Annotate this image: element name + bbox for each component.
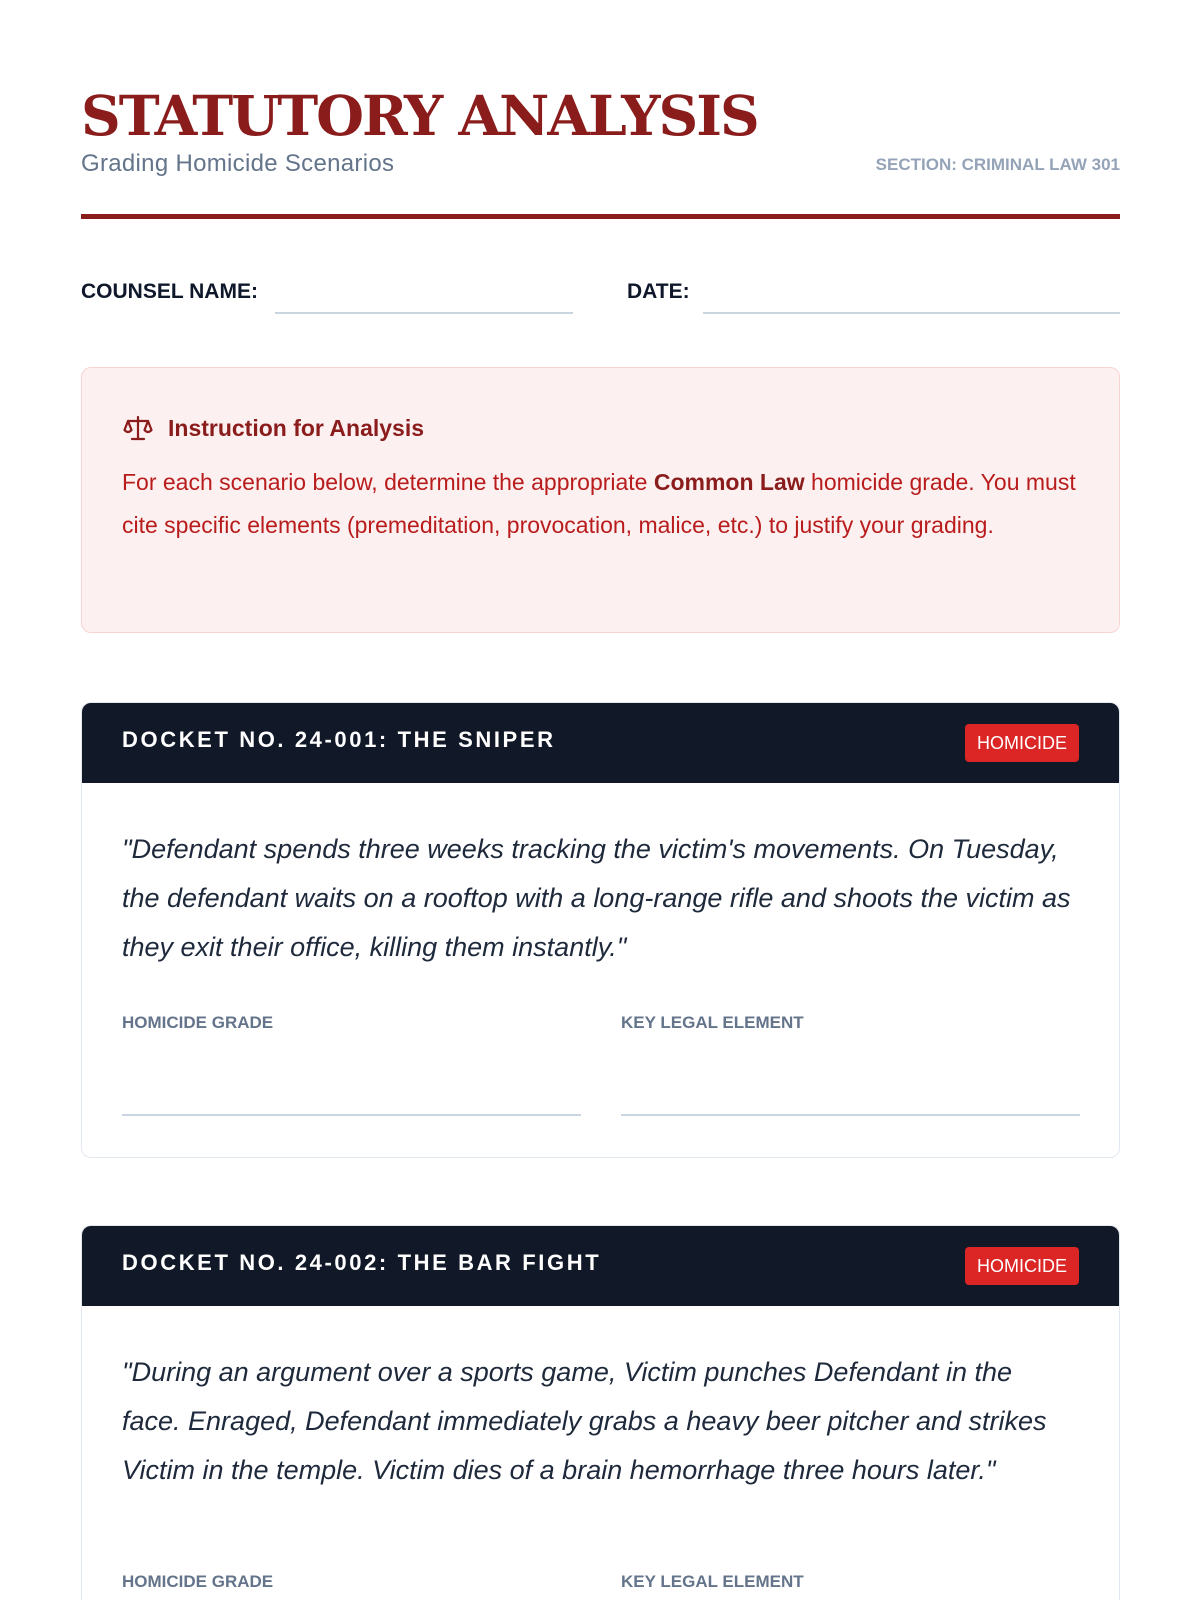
date-label: DATE: [627, 280, 690, 303]
instruction-box [81, 367, 1120, 633]
docket-header [82, 1226, 1119, 1306]
homicide-grade-label: HOMICIDE GRADE [122, 1572, 274, 1591]
worksheet-page [81, 0, 1120, 1591]
instruction-text [122, 461, 1082, 547]
instruction-title: Instruction for Analysis [168, 414, 425, 441]
instruction-header [122, 412, 424, 444]
page-title: STATUTORY ANALYSIS [81, 83, 758, 148]
homicide-grade-input[interactable] [122, 1114, 581, 1116]
docket-title: DOCKET NO. 24-001: THE SNIPER [122, 727, 556, 752]
docket-card-2 [81, 1225, 1120, 1600]
category-badge: HOMICIDE [965, 1247, 1079, 1285]
homicide-grade-label: HOMICIDE GRADE [122, 1013, 274, 1032]
docket-card-1 [81, 702, 1120, 1158]
page-subtitle: Grading Homicide Scenarios [81, 150, 395, 177]
counsel-name-field[interactable] [275, 312, 573, 314]
docket-title: DOCKET NO. 24-002: THE BAR FIGHT [122, 1250, 602, 1275]
scales-icon [122, 412, 154, 444]
instruction-text-end: homicide grade. You must cite specific elements (premeditation, provocation, malice, etc.) to justify your grading. [122, 469, 1076, 538]
date-field[interactable] [703, 312, 1120, 314]
scenario-text: "During an argument over a sports game, Victim punches Defendant in the face. Enraged, Defendant immediately grabs a heavy beer pitcher and strikes Victim in the temple. Victim dies of a brain hemorrhage three hours later." [122, 1357, 1047, 1485]
instruction-text-start: For each scenario below, determine the appropriate [122, 469, 654, 495]
counsel-fields [81, 272, 1120, 314]
scenario-text: "Defendant spends three weeks tracking the victim's movements. On Tuesday, the defendant waits on a rooftop with a long-range rifle and shoots the victim as they exit their office, killing them instantly." [122, 834, 1071, 962]
page-header [81, 0, 1120, 220]
header-divider [81, 214, 1120, 219]
instruction-text-emphasis: Common Law [653, 469, 805, 495]
docket-header [82, 703, 1119, 783]
key-legal-element-label: KEY LEGAL ELEMENT [621, 1013, 804, 1032]
key-legal-element-label: KEY LEGAL ELEMENT [621, 1572, 804, 1591]
key-legal-element-input[interactable] [621, 1114, 1080, 1116]
section-label: SECTION: CRIMINAL LAW 301 [875, 155, 1120, 174]
counsel-name-label: COUNSEL NAME: [81, 280, 258, 303]
category-badge: HOMICIDE [965, 724, 1079, 762]
